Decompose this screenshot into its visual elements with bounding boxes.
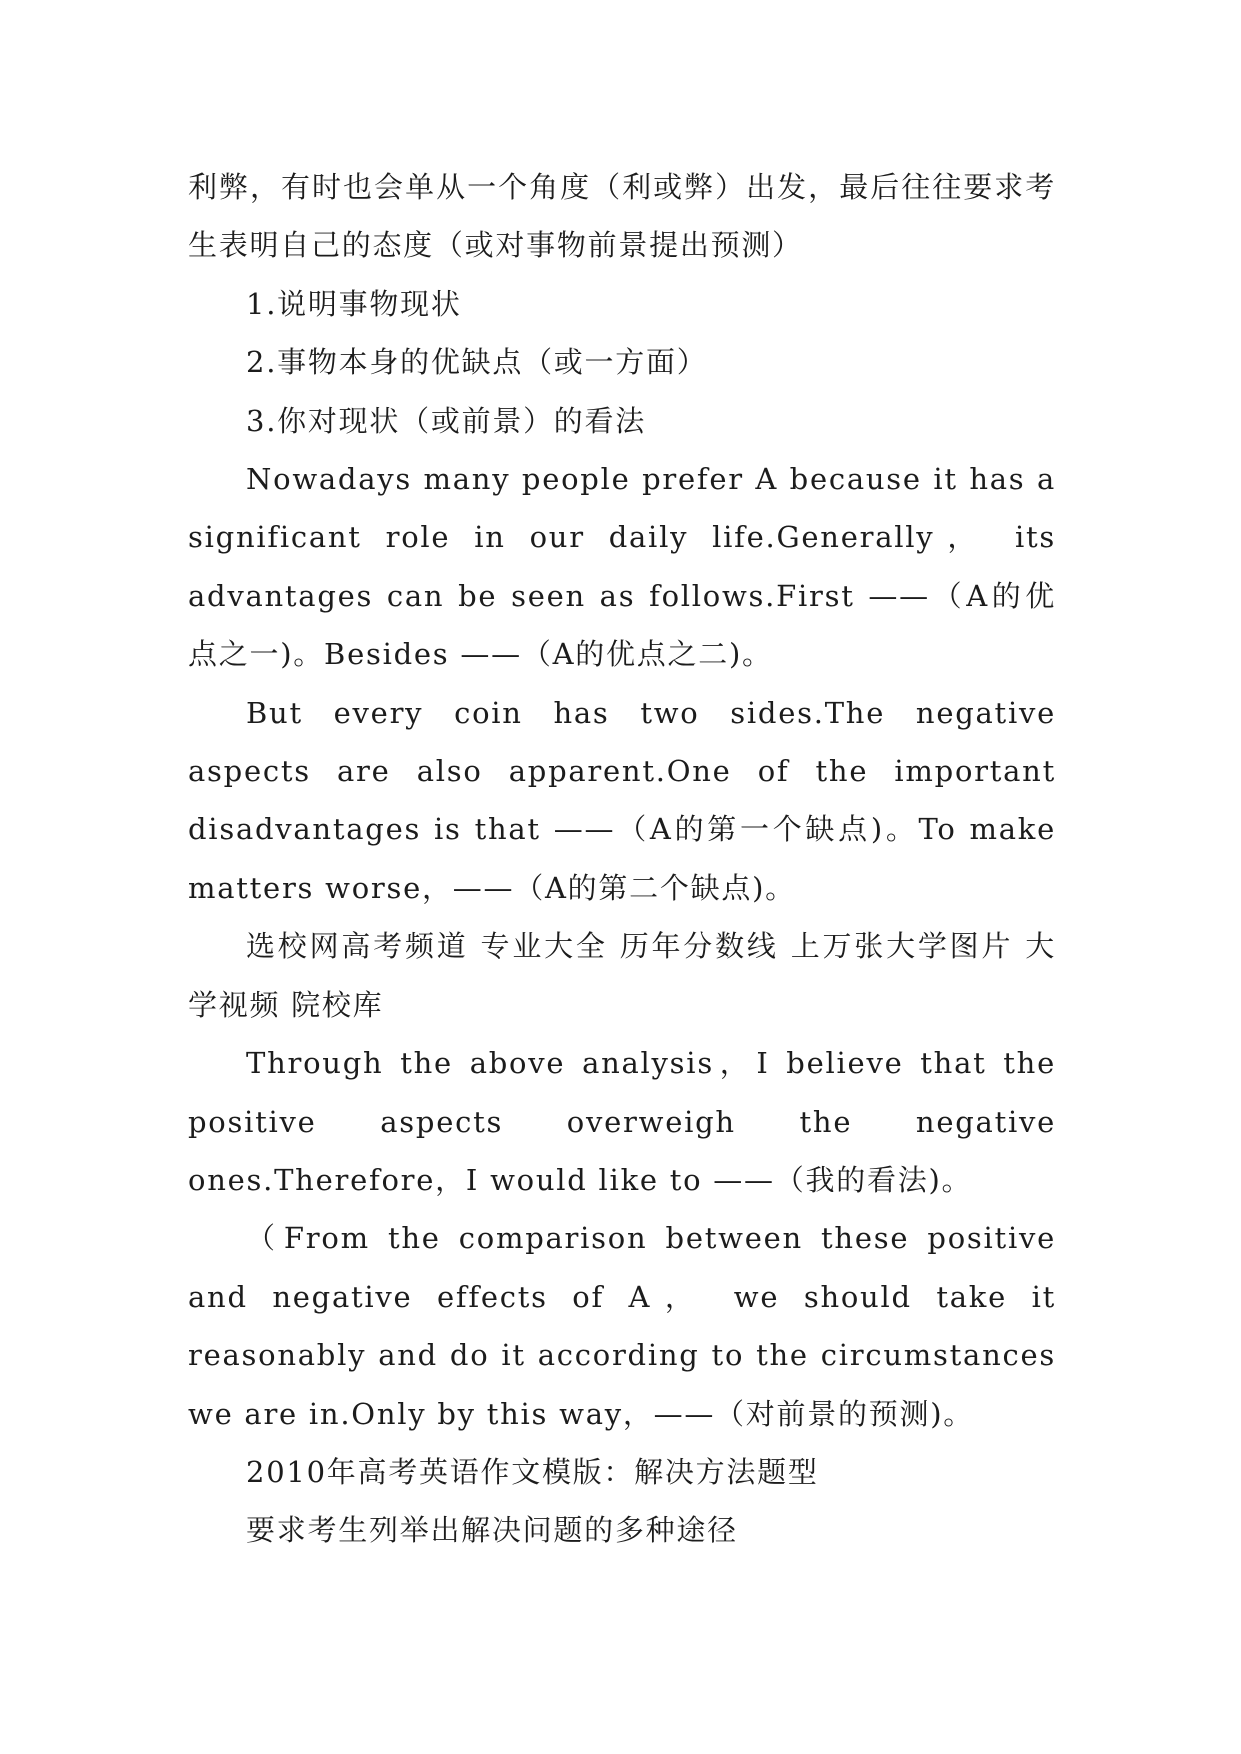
section-heading: 2010年高考英语作文模版：解决方法题型	[246, 1454, 819, 1489]
paragraph-conclusion: Through the above analysis，I believe that the positive aspects overweigh the negative ones.Therefore，I would like to ——（我的看法)。	[188, 1046, 1056, 1197]
paragraph-site-links: 选校网高考频道 专业大全 历年分数线 上万张大学图片 大学视频 院校库	[188, 929, 1056, 1022]
list-item-3: 3.你对现状（或前景）的看法	[246, 403, 647, 438]
paragraph-alternative-conclusion: （From the comparison between these positive and negative effects of A， we should take it reasonably and do it according to the circumstances we are in.Only by this way，——（对前景的预测)。	[188, 1221, 1056, 1431]
document-body	[188, 158, 1056, 1560]
list-item-1: 1.说明事物现状	[246, 286, 462, 321]
paragraph-advantages: Nowadays many people prefer A because it has a significant role in our daily life.Generally， its advantages can be seen as follows.First ——（A的优点之一)。Besides ——（A的优点之二)。	[188, 462, 1056, 672]
list-item-2: 2.事物本身的优缺点（或一方面）	[246, 345, 708, 380]
paragraph-disadvantages: But every coin has two sides.The negative aspects are also apparent.One of the important disadvantages is that ——（A的第一个缺点)。To make matters worse，——（A的第二个缺点)。	[188, 695, 1056, 905]
section-description: 要求考生列举出解决问题的多种途径	[246, 1513, 738, 1548]
paragraph-intro-continued: 利弊，有时也会单从一个角度（利或弊）出发，最后往往要求考生表明自己的态度（或对事物前景提出预测）	[188, 170, 1056, 263]
